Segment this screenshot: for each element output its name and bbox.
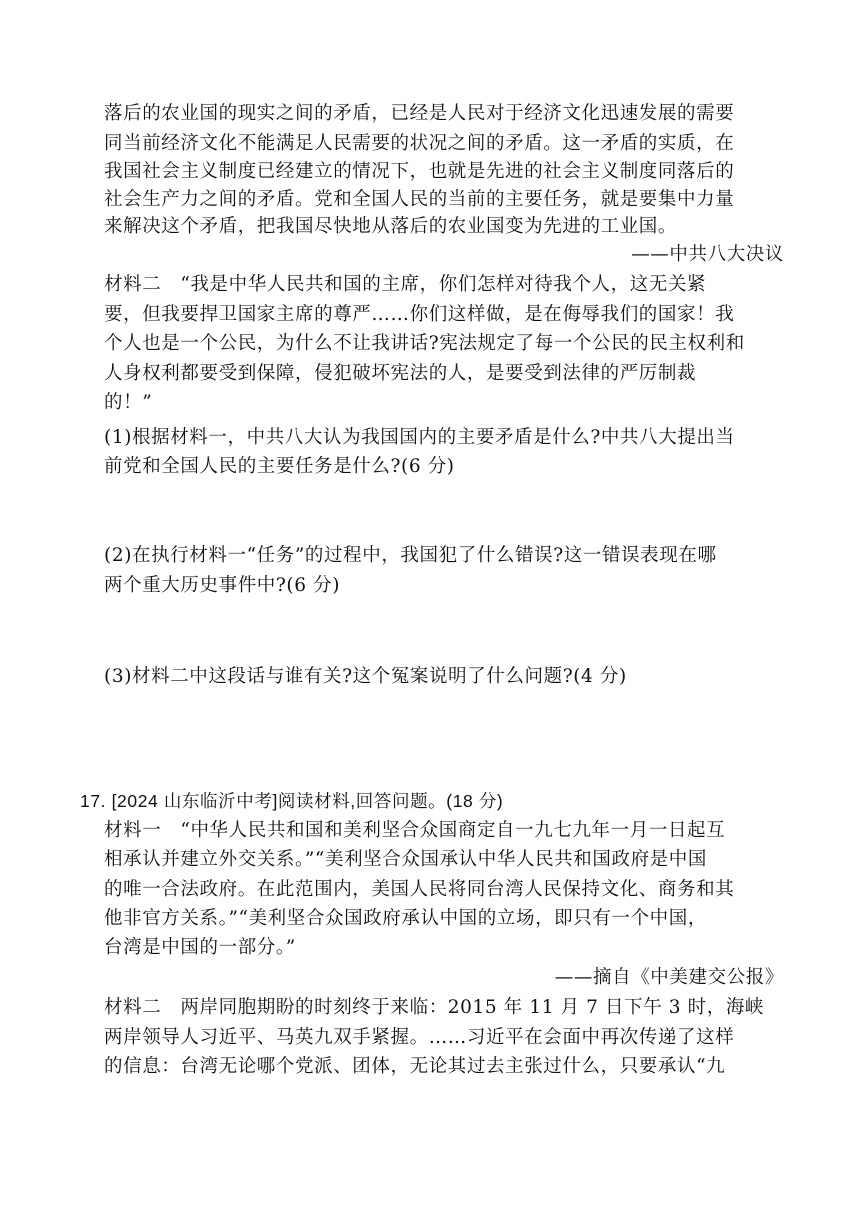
q17-material1-line: 材料一 “中华人民共和国和美利坚合众国商定自一九七九年一月一日起互	[104, 820, 726, 841]
material2-line: 人身权利都要受到保障，侵犯破坏宪法的人，是要受到法律的严厉制裁	[104, 363, 697, 384]
q17-material1-line: 他非官方关系。”“美利坚合众国政府承认中国的立场，即只有一个中国，	[104, 908, 707, 929]
question-1-line: (1)根据材料一，中共八大认为我国国内的主要矛盾是什么?中共八大提出当	[104, 427, 735, 448]
question-2-line: (2)在执行材料一“任务”的过程中，我国犯了什么错误?这一错误表现在哪	[104, 545, 717, 566]
q17-material2-line: 的信息：台湾无论哪个党派、团体，无论其过去主张过什么，只要承认“九	[104, 1056, 726, 1077]
material1-line: 社会生产力之间的矛盾。党和全国人民的当前的主要任务，就是要集中力量	[104, 189, 735, 210]
material1-line: 同当前经济文化不能满足人民需要的状况之间的矛盾。这一矛盾的实质，在	[104, 133, 735, 154]
material2-line: 个人也是一个公民，为什么不让我讲话?宪法规定了每一个公民的民主权利和	[104, 333, 745, 354]
material2-line: 的！”	[104, 392, 153, 413]
material1-source: ——中共八大决议	[631, 244, 784, 265]
q17-material1-line: 相承认并建立外交关系。”“美利坚合众国承认中华人民共和国政府是中国	[104, 849, 707, 870]
q17-material1-line: 台湾是中国的一部分。”	[104, 937, 296, 958]
material2-line: 要，但我要捍卫国家主席的尊严……你们这样做，是在侮辱我们的国家！我	[104, 304, 735, 325]
q17-material1-line: 的唯一合法政府。在此范围内，美国人民将同台湾人民保持文化、商务和其	[104, 879, 735, 900]
material1-line: 我国社会主义制度已经建立的情况下，也就是先进的社会主义制度同落后的	[104, 161, 735, 182]
question-1-line: 前党和全国人民的主要任务是什么?(6 分)	[104, 456, 455, 477]
q17-material2-line: 两岸领导人习近平、马英九双手紧握。……习近平在会面中再次传递了这样	[104, 1027, 735, 1048]
material1-line: 落后的农业国的现实之间的矛盾，已经是人民对于经济文化迅速发展的需要	[104, 103, 735, 124]
question-17-header: 17. [2024 山东临沂中考]阅读材料,回答问题。(18 分)	[80, 791, 504, 811]
material1-line: 来解决这个矛盾，把我国尽快地从落后的农业国变为先进的工业国。	[104, 216, 678, 237]
q17-material2-line: 材料二 两岸同胞期盼的时刻终于来临：2015 年 11 月 7 日下午 3 时，海峡	[104, 997, 765, 1018]
question-2-line: 两个重大历史事件中?(6 分)	[104, 575, 341, 596]
material2-line: 材料二 “我是中华人民共和国的主席，你们怎样对待我个人，这无关紧	[104, 274, 707, 295]
q17-material1-source: ——摘自《中美建交公报》	[554, 967, 784, 988]
question-3-line: (3)材料二中这段话与谁有关?这个冤案说明了什么问题?(4 分)	[104, 666, 627, 687]
